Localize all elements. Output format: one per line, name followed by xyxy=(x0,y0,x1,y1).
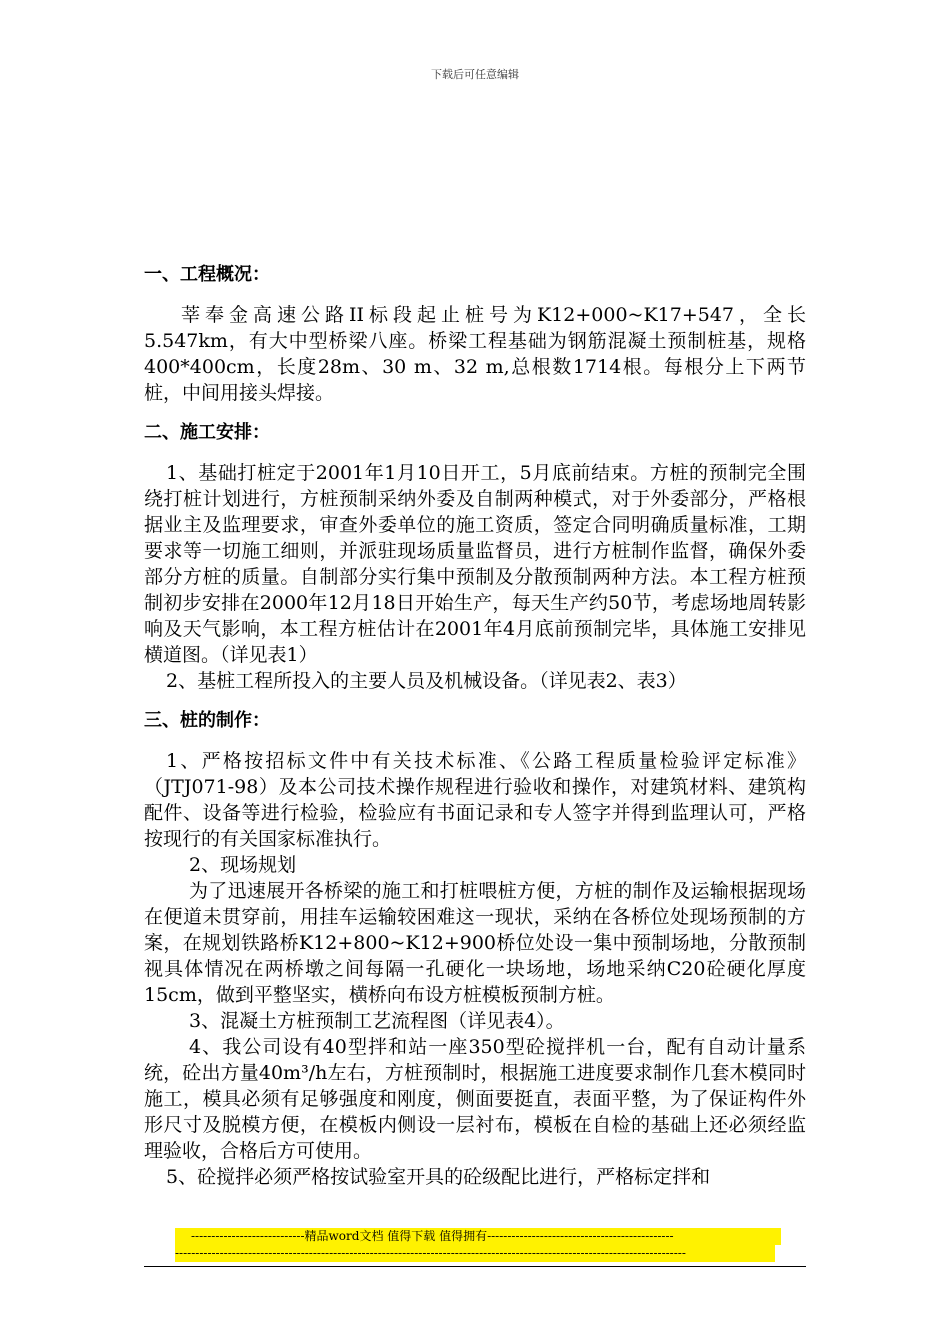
paragraph-overview: 莘奉金高速公路II标段起止桩号为K12+000~K17+547，全长5.547km，有大中型桥梁八座。桥梁工程基础为钢筋混凝土预制桩基，规格400*400cm，长度28m、30 m、32 m,总根数1714根。每根分上下两节桩，中间用接头焊接。 xyxy=(144,304,806,404)
bottom-rule xyxy=(144,1266,806,1267)
paragraph-pile-making-2: 2、现场规划 xyxy=(189,854,297,876)
paragraph-pile-making-5: 4、我公司设有40型拌和站一座350型砼搅拌机一台，配有自动计量系统，砼出方量40m³/h左右，方桩预制时，根据施工进度要求制作几套木模同时施工，模具必须有足够强度和刚度，侧面要挺直，表面平整，为了保证构件外形尺寸及脱模方便，在模板内侧设一层衬布，模板在自检的基础上还必须经监理验收，合格后方可使用。 xyxy=(144,1036,806,1162)
section-heading-arrangement: 二、施工安排： xyxy=(144,422,270,443)
page-footer xyxy=(175,1228,775,1262)
paragraph-pile-making-1: 1、严格按招标文件中有关技术标准、《公路工程质量检验评定标准》（JTJ071-98）及本公司技术操作规程进行验收和操作，对建筑材料、建筑构配件、设备等进行检验，检验应有书面记录和专人签字并得到监理认可，严格按现行的有关国家标准执行。 xyxy=(144,750,806,850)
paragraph-arrangement-1: 1、基础打桩定于2001年1月10日开工，5月底前结束。方桩的预制完全围绕打桩计划进行，方桩预制采纳外委及自制两种模式，对于外委部分，严格根据业主及监理要求，审查外委单位的施工资质，签定合同明确质量标准，工期要求等一切施工细则，并派驻现场质量监督员，进行方桩制作监督，确保外委部分方桩的质量。自制部分实行集中预制及分散预制两种方法。本工程方桩预制初步安排在2000年12月18日开始生产，每天生产约50节，考虑场地周转影响及天气影响，本工程方桩估计在2001年4月底前预制完毕，具体施工安排见横道图。（详见表1） xyxy=(144,462,806,666)
paragraph-pile-making-3: 为了迅速展开各桥梁的施工和打桩喂桩方便，方桩的制作及运输根据现场在便道未贯穿前，用挂车运输较困难这一现状，采纳在各桥位处现场预制的方案，在规划铁路桥K12+800~K12+900桥位处设一集中预制场地，分散预制视具体情况在两桥墩之间每隔一孔硬化一块场地，场地采纳C20砼硬化厚度15cm，做到平整坚实，横桥向布设方桩模板预制方桩。 xyxy=(144,880,806,1006)
section-heading-overview: 一、工程概况： xyxy=(144,264,270,285)
paragraph-pile-making-4: 3、混凝土方桩预制工艺流程图（详见表4）。 xyxy=(189,1010,565,1032)
section-heading-pile-making: 三、桩的制作： xyxy=(144,710,270,731)
document-body xyxy=(144,262,806,1190)
paragraph-arrangement-2: 2、基桩工程所投入的主要人员及机械设备。（详见表2、表3） xyxy=(166,670,687,692)
footer-banner: ----------------------------精品word文档 值得下载 值得拥有---------------------------------------------- xyxy=(175,1228,781,1245)
paragraph-pile-making-6: 5、砼搅拌必须严格按试验室开具的砼级配比进行，严格标定拌和 xyxy=(166,1166,711,1188)
page-header: 下载后可任意编辑 xyxy=(431,68,519,81)
footer-dash-line: ------------------------------------------------------------------------------------------------------------------------------ xyxy=(175,1245,775,1262)
